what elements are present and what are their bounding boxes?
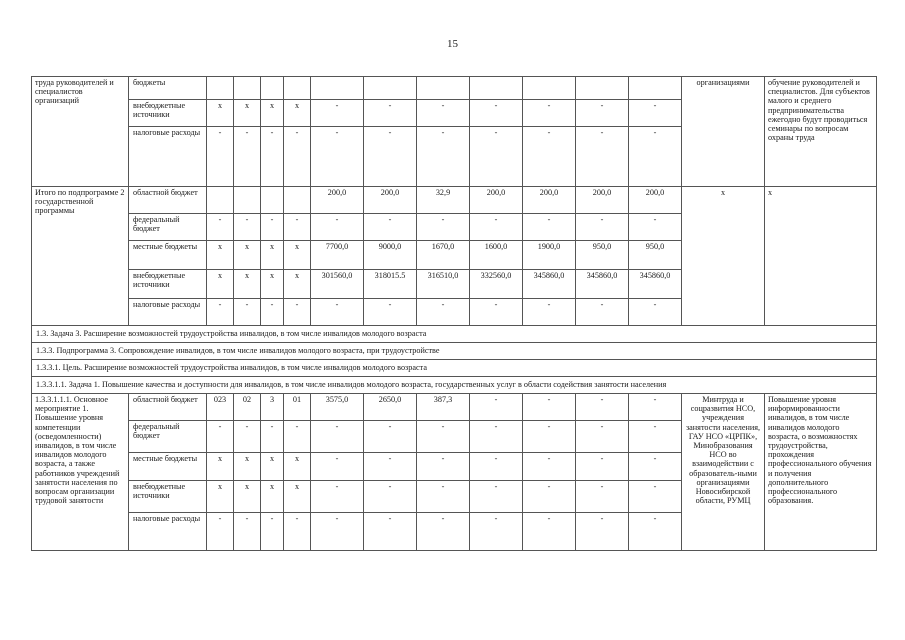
value-cell: - bbox=[311, 299, 364, 326]
value-cell bbox=[523, 77, 576, 100]
value-cell: - bbox=[523, 214, 576, 241]
value-cell: 2650,0 bbox=[364, 394, 417, 421]
value-cell: 200,0 bbox=[576, 187, 629, 214]
value-cell: - bbox=[207, 299, 234, 326]
value-cell bbox=[311, 77, 364, 100]
value-cell bbox=[470, 77, 523, 100]
value-cell: - bbox=[629, 214, 682, 241]
value-cell bbox=[207, 187, 234, 214]
value-cell: - bbox=[234, 127, 261, 187]
value-cell: - bbox=[261, 513, 284, 551]
value-cell: x bbox=[234, 270, 261, 299]
value-cell: - bbox=[576, 453, 629, 481]
value-cell: x bbox=[284, 270, 311, 299]
value-cell: - bbox=[470, 421, 523, 453]
value-cell: x bbox=[207, 453, 234, 481]
value-cell: - bbox=[523, 100, 576, 127]
value-cell: - bbox=[311, 127, 364, 187]
value-cell: - bbox=[284, 513, 311, 551]
funding-source: областной бюджет bbox=[129, 394, 207, 421]
value-cell: 301560,0 bbox=[311, 270, 364, 299]
value-cell: - bbox=[576, 214, 629, 241]
value-cell: - bbox=[364, 100, 417, 127]
funding-source: федеральный бюджет bbox=[129, 421, 207, 453]
funding-source: областной бюджет bbox=[129, 187, 207, 214]
table-row bbox=[32, 394, 877, 421]
value-cell: - bbox=[417, 214, 470, 241]
value-cell: x bbox=[261, 100, 284, 127]
value-cell: - bbox=[576, 421, 629, 453]
value-cell: - bbox=[629, 394, 682, 421]
value-cell: 9000,0 bbox=[364, 241, 417, 270]
section-heading: 1.3.3.1. Цель. Расширение возможностей трудоустройства инвалидов, в том числе инвалидов молодого возраста bbox=[32, 360, 877, 377]
value-cell: 01 bbox=[284, 394, 311, 421]
value-cell: - bbox=[523, 299, 576, 326]
value-cell: - bbox=[417, 513, 470, 551]
program-table bbox=[31, 76, 877, 551]
value-cell bbox=[234, 187, 261, 214]
value-cell: - bbox=[311, 453, 364, 481]
value-cell: - bbox=[234, 513, 261, 551]
measure-label: Итого по подпрограмме 2 государственной программы bbox=[32, 187, 129, 326]
value-cell: - bbox=[234, 214, 261, 241]
value-cell: - bbox=[364, 453, 417, 481]
value-cell: 200,0 bbox=[311, 187, 364, 214]
value-cell: 950,0 bbox=[629, 241, 682, 270]
funding-source: налоговые расходы bbox=[129, 513, 207, 551]
value-cell: 318015.5 bbox=[364, 270, 417, 299]
section-row bbox=[32, 343, 877, 360]
result-cell: Повышение уровня информированности инвалидов, в том числе инвалидов молодого возраста, о возможностях трудоустройства, прохождения профессионального обучения и получения дополнительного профессионального образования. bbox=[765, 394, 877, 551]
value-cell: x bbox=[234, 481, 261, 513]
value-cell: x bbox=[234, 453, 261, 481]
value-cell: 200,0 bbox=[523, 187, 576, 214]
section-heading: 1.3.3. Подпрограмма 3. Сопровождение инвалидов, в том числе инвалидов молодого возраста, при трудоустройстве bbox=[32, 343, 877, 360]
value-cell: - bbox=[311, 513, 364, 551]
value-cell: - bbox=[523, 127, 576, 187]
value-cell bbox=[417, 77, 470, 100]
value-cell: 200,0 bbox=[629, 187, 682, 214]
funding-source: налоговые расходы bbox=[129, 127, 207, 187]
value-cell: x bbox=[284, 100, 311, 127]
value-cell: - bbox=[364, 421, 417, 453]
value-cell: 1600,0 bbox=[470, 241, 523, 270]
value-cell: x bbox=[234, 100, 261, 127]
value-cell: 316510,0 bbox=[417, 270, 470, 299]
value-cell bbox=[284, 187, 311, 214]
value-cell: x bbox=[234, 241, 261, 270]
value-cell: 02 bbox=[234, 394, 261, 421]
funding-source: бюджеты bbox=[129, 77, 207, 100]
value-cell: - bbox=[470, 127, 523, 187]
value-cell: 32,9 bbox=[417, 187, 470, 214]
value-cell: - bbox=[470, 513, 523, 551]
value-cell: - bbox=[207, 513, 234, 551]
value-cell: x bbox=[284, 453, 311, 481]
value-cell: 332560,0 bbox=[470, 270, 523, 299]
value-cell bbox=[284, 77, 311, 100]
table-row bbox=[32, 77, 877, 100]
value-cell: - bbox=[629, 299, 682, 326]
value-cell: - bbox=[629, 481, 682, 513]
value-cell: - bbox=[364, 127, 417, 187]
value-cell bbox=[261, 77, 284, 100]
value-cell: 387,3 bbox=[417, 394, 470, 421]
section-row bbox=[32, 360, 877, 377]
value-cell: x bbox=[261, 270, 284, 299]
value-cell: - bbox=[417, 453, 470, 481]
value-cell: - bbox=[364, 513, 417, 551]
funding-source: местные бюджеты bbox=[129, 241, 207, 270]
value-cell bbox=[234, 77, 261, 100]
value-cell: - bbox=[364, 214, 417, 241]
value-cell: - bbox=[417, 127, 470, 187]
value-cell: - bbox=[576, 299, 629, 326]
value-cell: - bbox=[523, 481, 576, 513]
value-cell: - bbox=[261, 299, 284, 326]
value-cell: 345860,0 bbox=[523, 270, 576, 299]
value-cell: 345860,0 bbox=[576, 270, 629, 299]
value-cell: - bbox=[207, 421, 234, 453]
value-cell: 1670,0 bbox=[417, 241, 470, 270]
value-cell: - bbox=[523, 394, 576, 421]
section-row bbox=[32, 377, 877, 394]
funding-source: налоговые расходы bbox=[129, 299, 207, 326]
value-cell: - bbox=[364, 299, 417, 326]
value-cell: - bbox=[311, 100, 364, 127]
page-number: 15 bbox=[447, 38, 458, 50]
value-cell: 3 bbox=[261, 394, 284, 421]
funding-source: внебюджетные источники bbox=[129, 481, 207, 513]
value-cell: - bbox=[470, 100, 523, 127]
value-cell: - bbox=[576, 100, 629, 127]
value-cell: - bbox=[234, 421, 261, 453]
result-cell: x bbox=[765, 187, 877, 326]
value-cell: - bbox=[311, 421, 364, 453]
value-cell bbox=[576, 77, 629, 100]
value-cell: - bbox=[576, 394, 629, 421]
funding-source: внебюджетные источники bbox=[129, 270, 207, 299]
funding-source: федеральный бюджет bbox=[129, 214, 207, 241]
funding-source: местные бюджеты bbox=[129, 453, 207, 481]
result-cell: обучение руководителей и специалистов. Для субъектов малого и среднего предпринимательства ежегодно будут проводиться семинары по вопросам охраны труда bbox=[765, 77, 877, 187]
value-cell: x bbox=[261, 241, 284, 270]
value-cell: - bbox=[629, 513, 682, 551]
value-cell: - bbox=[470, 299, 523, 326]
measure-label: 1.3.3.1.1.1. Основное мероприятие 1. Повышение уровня компетенции (осведомленности) инвалидов, в том числе инвалидов молодого возраста, а также работников учреждений занятости населения по вопросам организации трудовой занятости bbox=[32, 394, 129, 551]
value-cell: - bbox=[311, 214, 364, 241]
value-cell: - bbox=[523, 421, 576, 453]
value-cell: - bbox=[234, 299, 261, 326]
table-body bbox=[32, 77, 877, 551]
value-cell: - bbox=[629, 453, 682, 481]
value-cell: 7700,0 bbox=[311, 241, 364, 270]
measure-label: труда руководителей и специалистов организаций bbox=[32, 77, 129, 187]
value-cell: - bbox=[261, 421, 284, 453]
value-cell: - bbox=[576, 481, 629, 513]
value-cell: - bbox=[261, 214, 284, 241]
value-cell: - bbox=[629, 421, 682, 453]
value-cell bbox=[261, 187, 284, 214]
value-cell: - bbox=[261, 127, 284, 187]
value-cell bbox=[207, 77, 234, 100]
value-cell: - bbox=[417, 481, 470, 513]
value-cell: - bbox=[470, 481, 523, 513]
value-cell: - bbox=[576, 127, 629, 187]
value-cell: - bbox=[207, 127, 234, 187]
value-cell: 200,0 bbox=[470, 187, 523, 214]
value-cell: 3575,0 bbox=[311, 394, 364, 421]
funding-source: внебюджетные источники bbox=[129, 100, 207, 127]
value-cell: x bbox=[261, 481, 284, 513]
value-cell: - bbox=[417, 100, 470, 127]
value-cell: - bbox=[417, 421, 470, 453]
value-cell: x bbox=[207, 100, 234, 127]
value-cell: 950,0 bbox=[576, 241, 629, 270]
value-cell: x bbox=[284, 241, 311, 270]
value-cell: - bbox=[629, 127, 682, 187]
value-cell: - bbox=[523, 513, 576, 551]
value-cell: x bbox=[207, 241, 234, 270]
executor-cell: Минтруда и соцразвития НСО, учреждения занятости населения, ГАУ НСО «ЦРПК», Минобразования НСО во взаимодействии с образователь-ными организациями Новосибирской области, РУМЦ bbox=[682, 394, 765, 551]
value-cell: - bbox=[207, 214, 234, 241]
value-cell: - bbox=[629, 100, 682, 127]
value-cell: x bbox=[207, 270, 234, 299]
value-cell: x bbox=[261, 453, 284, 481]
value-cell: - bbox=[523, 453, 576, 481]
value-cell: 345860,0 bbox=[629, 270, 682, 299]
table-row bbox=[32, 187, 877, 214]
section-heading: 1.3. Задача 3. Расширение возможностей трудоустройства инвалидов, в том числе инвалидов молодого возраста bbox=[32, 326, 877, 343]
section-heading: 1.3.3.1.1. Задача 1. Повышение качества и доступности для инвалидов, в том числе инвалидов молодого возраста, государственных услуг в области содействия занятости населения bbox=[32, 377, 877, 394]
value-cell: x bbox=[284, 481, 311, 513]
value-cell: 200,0 bbox=[364, 187, 417, 214]
value-cell: - bbox=[470, 453, 523, 481]
value-cell bbox=[364, 77, 417, 100]
value-cell: - bbox=[470, 214, 523, 241]
value-cell: - bbox=[284, 214, 311, 241]
value-cell: 023 bbox=[207, 394, 234, 421]
value-cell: x bbox=[207, 481, 234, 513]
value-cell: - bbox=[470, 394, 523, 421]
section-row bbox=[32, 326, 877, 343]
value-cell: - bbox=[284, 421, 311, 453]
executor-cell: x bbox=[682, 187, 765, 326]
value-cell: - bbox=[576, 513, 629, 551]
value-cell: - bbox=[417, 299, 470, 326]
value-cell: - bbox=[311, 481, 364, 513]
value-cell: 1900,0 bbox=[523, 241, 576, 270]
value-cell: - bbox=[284, 299, 311, 326]
value-cell bbox=[629, 77, 682, 100]
executor-cell: организациями bbox=[682, 77, 765, 187]
value-cell: - bbox=[364, 481, 417, 513]
value-cell: - bbox=[284, 127, 311, 187]
